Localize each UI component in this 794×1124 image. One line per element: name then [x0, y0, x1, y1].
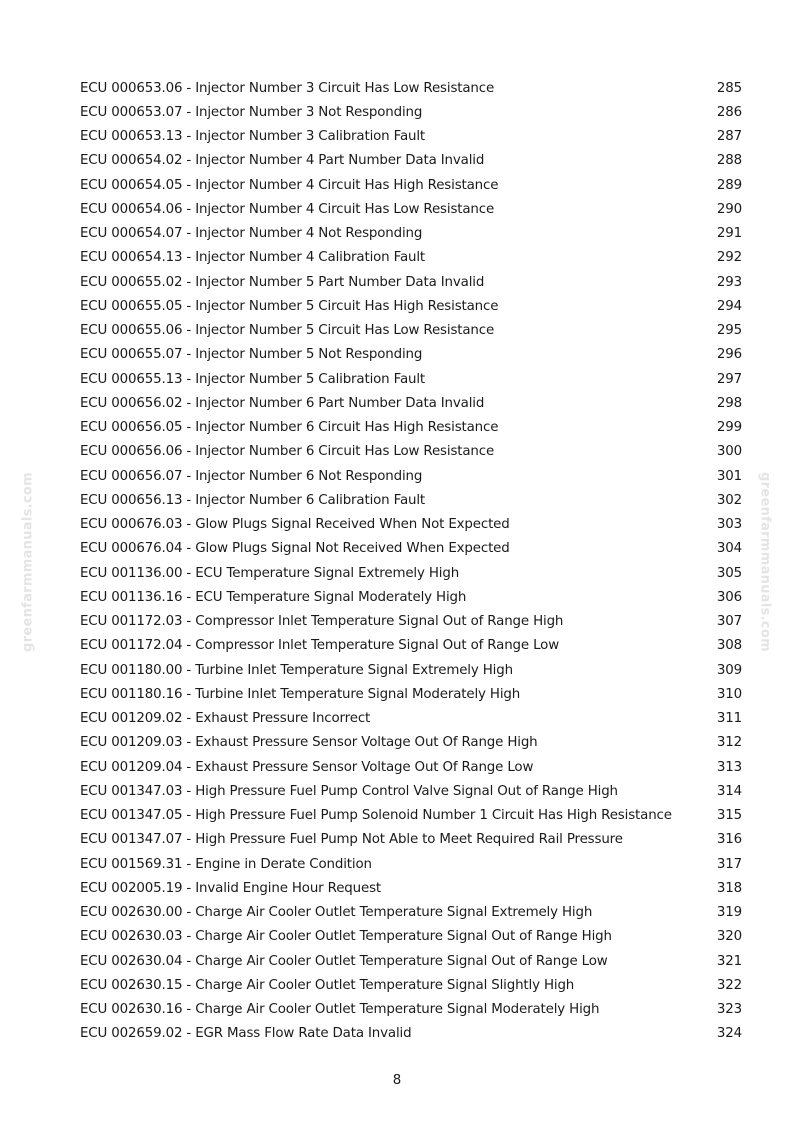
toc-entry-page: 312 [716, 735, 742, 751]
toc-entry-title: ECU 001136.16 - ECU Temperature Signal Moderately High [80, 589, 467, 605]
toc-entry-title: ECU 001347.05 - High Pressure Fuel Pump Solenoid Number 1 Circuit Has High Resistance [80, 808, 672, 824]
toc-entry-page: 290 [716, 201, 742, 217]
toc-entry-title: ECU 000676.03 - Glow Plugs Signal Received When Not Expected [80, 517, 510, 533]
toc-entry[interactable] [80, 222, 742, 246]
toc-entry[interactable] [80, 634, 742, 658]
toc-entry-title: ECU 002630.16 - Charge Air Cooler Outlet Temperature Signal Moderately High [80, 1002, 600, 1018]
toc-entry-page: 300 [716, 444, 742, 460]
toc-entry-page: 308 [716, 638, 742, 654]
toc-entry-title: ECU 002630.15 - Charge Air Cooler Outlet Temperature Signal Slightly High [80, 977, 575, 993]
toc-entry-title: ECU 000654.13 - Injector Number 4 Calibration Fault [80, 250, 426, 266]
toc-entry-page: 318 [716, 880, 742, 896]
toc-entry-title: ECU 002630.03 - Charge Air Cooler Outlet Temperature Signal Out of Range High [80, 929, 612, 945]
toc-entry-title: ECU 001569.31 - Engine in Derate Condition [80, 856, 372, 872]
toc-entry-title: ECU 000655.06 - Injector Number 5 Circuit Has Low Resistance [80, 323, 495, 339]
toc-entry-page: 294 [716, 298, 742, 314]
toc-entry[interactable] [80, 464, 742, 488]
toc-entry-title: ECU 002005.19 - Invalid Engine Hour Request [80, 880, 381, 896]
toc-entry[interactable] [80, 100, 742, 124]
toc-entry[interactable] [80, 537, 742, 561]
toc-entry-title: ECU 000656.02 - Injector Number 6 Part Number Data Invalid [80, 395, 485, 411]
toc-entry-page: 320 [716, 929, 742, 945]
toc-entry-page: 296 [716, 347, 742, 363]
toc-entry[interactable] [80, 343, 742, 367]
toc-entry-title: ECU 001180.00 - Turbine Inlet Temperature Signal Extremely High [80, 662, 513, 678]
toc-entry-page: 322 [716, 977, 742, 993]
toc-entry[interactable] [80, 440, 742, 464]
toc-entry-page: 310 [716, 686, 742, 702]
toc-entry-page: 323 [716, 1002, 742, 1018]
toc-entry-page: 306 [716, 589, 742, 605]
toc-entry[interactable] [80, 755, 742, 779]
toc-entry-title: ECU 002630.00 - Charge Air Cooler Outlet Temperature Signal Extremely High [80, 905, 593, 921]
toc-entry-title: ECU 002630.04 - Charge Air Cooler Outlet Temperature Signal Out of Range Low [80, 953, 608, 969]
toc-entry-title: ECU 000653.07 - Injector Number 3 Not Responding [80, 104, 423, 120]
toc-entry[interactable] [80, 561, 742, 585]
watermark-right: greenfarmmanuals.com [757, 472, 773, 652]
toc-entry-page: 324 [716, 1026, 742, 1042]
toc-entry[interactable] [80, 779, 742, 803]
watermark-left: greenfarmmanuals.com [20, 472, 36, 652]
toc-entry-page: 295 [716, 323, 742, 339]
toc-entry[interactable] [80, 585, 742, 609]
toc-entry-title: ECU 000656.06 - Injector Number 6 Circuit Has Low Resistance [80, 444, 495, 460]
toc-entry-title: ECU 000654.02 - Injector Number 4 Part Number Data Invalid [80, 153, 485, 169]
toc-entry-page: 298 [716, 395, 742, 411]
toc-entry[interactable] [80, 828, 742, 852]
toc-entry[interactable] [80, 610, 742, 634]
toc-entry-page: 301 [716, 468, 742, 484]
toc-entry[interactable] [80, 876, 742, 900]
toc-entry-title: ECU 001209.03 - Exhaust Pressure Sensor Voltage Out Of Range High [80, 735, 538, 751]
toc-entry-page: 305 [716, 565, 742, 581]
toc-entry-page: 313 [716, 759, 742, 775]
toc-entry[interactable] [80, 1022, 742, 1046]
toc-entry-page: 292 [716, 250, 742, 266]
toc-entry-page: 309 [716, 662, 742, 678]
toc-entry-title: ECU 000653.13 - Injector Number 3 Calibration Fault [80, 129, 426, 145]
toc-entry[interactable] [80, 173, 742, 197]
toc-entry-title: ECU 000653.06 - Injector Number 3 Circuit Has Low Resistance [80, 80, 495, 96]
toc-entry[interactable] [80, 367, 742, 391]
toc-entry-page: 297 [716, 371, 742, 387]
toc-entry[interactable] [80, 513, 742, 537]
toc-entry[interactable] [80, 125, 742, 149]
table-of-contents [80, 76, 742, 1046]
toc-entry-page: 288 [716, 153, 742, 169]
toc-entry[interactable] [80, 731, 742, 755]
toc-entry[interactable] [80, 852, 742, 876]
toc-entry-page: 291 [716, 226, 742, 242]
toc-entry-page: 286 [716, 104, 742, 120]
toc-entry-title: ECU 000654.06 - Injector Number 4 Circuit Has Low Resistance [80, 201, 495, 217]
toc-entry-title: ECU 000656.07 - Injector Number 6 Not Responding [80, 468, 423, 484]
toc-entry[interactable] [80, 391, 742, 415]
toc-entry[interactable] [80, 149, 742, 173]
toc-entry[interactable] [80, 416, 742, 440]
toc-entry-title: ECU 000676.04 - Glow Plugs Signal Not Received When Expected [80, 541, 510, 557]
toc-entry[interactable] [80, 658, 742, 682]
toc-entry-title: ECU 000656.05 - Injector Number 6 Circuit Has High Resistance [80, 420, 499, 436]
toc-entry[interactable] [80, 925, 742, 949]
toc-entry-title: ECU 000655.13 - Injector Number 5 Calibration Fault [80, 371, 426, 387]
toc-entry[interactable] [80, 197, 742, 221]
toc-entry-page: 321 [716, 953, 742, 969]
toc-entry[interactable] [80, 319, 742, 343]
toc-entry-title: ECU 000655.02 - Injector Number 5 Part Number Data Invalid [80, 274, 485, 290]
toc-entry-title: ECU 000654.05 - Injector Number 4 Circuit Has High Resistance [80, 177, 499, 193]
toc-entry-page: 304 [716, 541, 742, 557]
toc-entry-title: ECU 000655.05 - Injector Number 5 Circuit Has High Resistance [80, 298, 499, 314]
toc-entry[interactable] [80, 998, 742, 1022]
toc-entry-page: 299 [716, 420, 742, 436]
toc-entry[interactable] [80, 901, 742, 925]
toc-entry[interactable] [80, 973, 742, 997]
toc-entry[interactable] [80, 707, 742, 731]
toc-entry[interactable] [80, 270, 742, 294]
toc-entry-title: ECU 001209.04 - Exhaust Pressure Sensor Voltage Out Of Range Low [80, 759, 534, 775]
toc-entry-title: ECU 000654.07 - Injector Number 4 Not Responding [80, 226, 423, 242]
toc-entry-page: 303 [716, 517, 742, 533]
toc-entry[interactable] [80, 682, 742, 706]
toc-entry-page: 317 [716, 856, 742, 872]
toc-entry-title: ECU 002659.02 - EGR Mass Flow Rate Data Invalid [80, 1026, 412, 1042]
toc-entry[interactable] [80, 949, 742, 973]
toc-entry-title: ECU 001172.04 - Compressor Inlet Temperature Signal Out of Range Low [80, 638, 560, 654]
toc-entry-page: 315 [716, 808, 742, 824]
toc-entry-page: 289 [716, 177, 742, 193]
toc-entry-page: 311 [716, 711, 742, 727]
toc-entry-page: 316 [716, 832, 742, 848]
toc-entry-title: ECU 001209.02 - Exhaust Pressure Incorrect [80, 711, 371, 727]
page-number: 8 [392, 1073, 402, 1088]
toc-entry[interactable] [80, 76, 742, 100]
toc-entry-page: 287 [716, 129, 742, 145]
toc-entry-title: ECU 001172.03 - Compressor Inlet Temperature Signal Out of Range High [80, 614, 564, 630]
toc-entry-title: ECU 001347.03 - High Pressure Fuel Pump Control Valve Signal Out of Range High [80, 783, 618, 799]
toc-entry-page: 319 [716, 905, 742, 921]
toc-entry[interactable] [80, 804, 742, 828]
toc-entry-page: 293 [716, 274, 742, 290]
toc-entry[interactable] [80, 294, 742, 318]
toc-entry-page: 302 [716, 492, 742, 508]
toc-entry-title: ECU 001347.07 - High Pressure Fuel Pump Not Able to Meet Required Rail Pressure [80, 832, 623, 848]
toc-entry-title: ECU 000655.07 - Injector Number 5 Not Responding [80, 347, 423, 363]
toc-entry[interactable] [80, 246, 742, 270]
toc-entry-title: ECU 001136.00 - ECU Temperature Signal Extremely High [80, 565, 460, 581]
toc-entry[interactable] [80, 488, 742, 512]
toc-entry-title: ECU 001180.16 - Turbine Inlet Temperature Signal Moderately High [80, 686, 521, 702]
toc-entry-title: ECU 000656.13 - Injector Number 6 Calibration Fault [80, 492, 426, 508]
toc-entry-page: 307 [716, 614, 742, 630]
toc-entry-page: 285 [716, 80, 742, 96]
toc-entry-page: 314 [716, 783, 742, 799]
